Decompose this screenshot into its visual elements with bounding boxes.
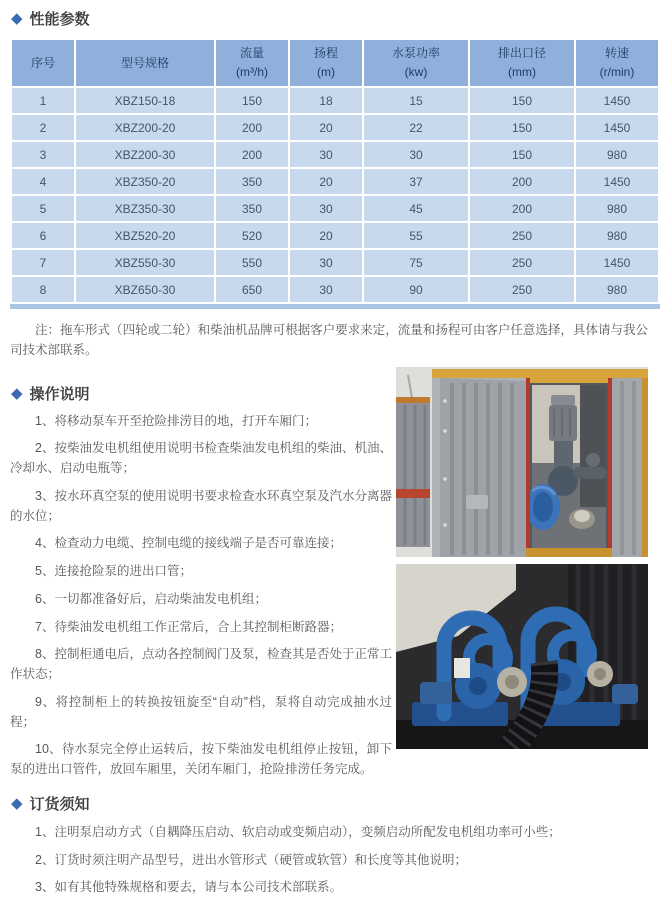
table-cell: 30	[290, 277, 362, 302]
operation-step: 2、按柴油发电机组使用说明书检查柴油发电机组的柴油、机油、冷却水、启动电瓶等；	[10, 441, 392, 475]
table-cell: 18	[290, 88, 362, 113]
col-header-model: 型号规格	[76, 40, 214, 86]
table-cell: 6	[12, 223, 74, 248]
table-cell: 1450	[576, 115, 658, 140]
photos-column	[396, 367, 648, 780]
table-cell: 30	[290, 250, 362, 275]
table-cell: 45	[364, 196, 468, 221]
operation-step: 8、控制柜通电后，点动各控制阀门及泵，检查其是否处于正常工作状态；	[10, 647, 392, 681]
table-cell: 980	[576, 223, 658, 248]
table-cell: 30	[290, 196, 362, 221]
ordering-item: 3、如有其他特殊规格和要去，请与本公司技术部联系。	[35, 880, 342, 895]
table-cell: 2	[12, 115, 74, 140]
table-cell: 37	[364, 169, 468, 194]
table-cell: 1	[12, 88, 74, 113]
table-cell: 1450	[576, 88, 658, 113]
table-cell: 90	[364, 277, 468, 302]
table-cell: XBZ150-18	[76, 88, 214, 113]
table-cell: 350	[216, 169, 288, 194]
table-cell: 20	[290, 223, 362, 248]
table-cell: XBZ350-30	[76, 196, 214, 221]
table-row	[12, 169, 658, 194]
table-cell: 200	[470, 169, 574, 194]
operation-and-photos	[10, 367, 648, 780]
operation-step: 9、将控制柜上的转换按钮旋至“自动”档，泵将自动完成抽水过程；	[10, 694, 392, 729]
section-ordering-heading	[11, 793, 648, 814]
table-cell: 150	[470, 88, 574, 113]
table-cell: 150	[470, 142, 574, 167]
col-header-index: 序号	[12, 40, 74, 86]
table-row	[12, 250, 658, 275]
table-cell: 8	[12, 277, 74, 302]
table-cell: XBZ650-30	[76, 277, 214, 302]
table-note: 注：拖车形式（四轮或二轮）和柴油机品牌可根据客户要求来定，流量和扬程可由客户任意选择，具体请与我公司技术部联系。	[10, 323, 648, 358]
ordering-item: 1、注明泵启动方式（自耦降压启动、软启动或变频启动），变频启动所配发电机组功率可小些；	[35, 824, 561, 839]
diamond-icon: ◆	[11, 794, 23, 812]
performance-table	[10, 38, 660, 309]
table-cell: 980	[576, 277, 658, 302]
table-row	[12, 277, 658, 302]
col-header-speed: 转速 (r/min)	[576, 40, 658, 86]
operation-step: 3、按水环真空泵的使用说明书要求检查水环真空泵及汽水分离器的水位；	[10, 488, 392, 523]
table-row	[12, 115, 658, 140]
operation-step: 5、连接抢险泵的进出口管；	[35, 564, 192, 578]
col-header-flow: 流量 (m³/h)	[216, 40, 288, 86]
table-cell: 350	[216, 196, 288, 221]
table-cell: 650	[216, 277, 288, 302]
pump-pipes-photo	[396, 564, 648, 749]
table-cell: XBZ200-20	[76, 115, 214, 140]
table-cell: 250	[470, 223, 574, 248]
table-cell: 200	[216, 142, 288, 167]
table-cell: 1450	[576, 169, 658, 194]
table-cell: 30	[364, 142, 468, 167]
performance-title: 性能参数	[29, 11, 90, 28]
operation-step: 6、一切都准备好后，启动柴油发电机组；	[35, 591, 267, 606]
diamond-icon: ◆	[11, 10, 23, 27]
table-cell: XBZ350-20	[76, 169, 214, 194]
col-header-power: 水泵功率 (kw)	[364, 40, 468, 86]
table-cell: 200	[470, 196, 574, 221]
table-cell: 30	[290, 142, 362, 167]
operation-step: 7、待柴油发电机组工作正常后，合上其控制柜断路器；	[35, 619, 342, 634]
table-cell: 980	[576, 142, 658, 167]
container-pump-photo	[396, 367, 648, 557]
col-header-head: 扬程 (m)	[290, 40, 362, 86]
table-cell: 980	[576, 196, 658, 221]
table-cell: 250	[470, 277, 574, 302]
table-row	[12, 223, 658, 248]
table-cell: XBZ550-30	[76, 250, 214, 275]
table-cell: 550	[216, 250, 288, 275]
table-cell: 520	[216, 223, 288, 248]
table-row	[12, 88, 658, 113]
operation-step: 1、将移动泵车开至抢险排涝目的地，打开车厢门；	[35, 413, 317, 428]
operation-step: 10、待水泵完全停止运转后，按下柴油发电机组停止按钮，卸下泵的进出口管件，放回车厢里，关闭车厢门，抢险排涝任务完成。	[10, 742, 392, 776]
operation-step: 4、检查动力电缆、控制电缆的接线端子是否可靠连接；	[35, 536, 342, 551]
table-header-row	[12, 40, 658, 86]
table-cell: 20	[290, 169, 362, 194]
ordering-item: 2、订货时须注明产品型号，进出水管形式（硬管或软管）和长度等其他说明；	[35, 852, 467, 867]
operation-title: 操作说明	[29, 385, 90, 403]
table-cell: 15	[364, 88, 468, 113]
table-row	[12, 196, 658, 221]
diamond-icon: ◆	[11, 384, 23, 402]
table-cell: 150	[470, 115, 574, 140]
table-cell: 55	[364, 223, 468, 248]
table-cell: 250	[470, 250, 574, 275]
table-cell: XBZ520-20	[76, 223, 214, 248]
table-cell: 22	[364, 115, 468, 140]
table-cell: 4	[12, 169, 74, 194]
operation-section	[10, 367, 392, 780]
section-performance-heading	[11, 8, 648, 29]
table-cell: 5	[12, 196, 74, 221]
table-cell: 75	[364, 250, 468, 275]
section-operation-heading	[11, 383, 392, 404]
table-cell: 200	[216, 115, 288, 140]
ordering-section	[10, 793, 648, 897]
table-cell: 3	[12, 142, 74, 167]
table-row	[12, 142, 658, 167]
table-cell: XBZ200-30	[76, 142, 214, 167]
table-cell: 7	[12, 250, 74, 275]
table-cell: 150	[216, 88, 288, 113]
col-header-outlet: 排出口径 (mm)	[470, 40, 574, 86]
ordering-title: 订货须知	[29, 795, 90, 813]
table-cell: 1450	[576, 250, 658, 275]
table-cell: 20	[290, 115, 362, 140]
